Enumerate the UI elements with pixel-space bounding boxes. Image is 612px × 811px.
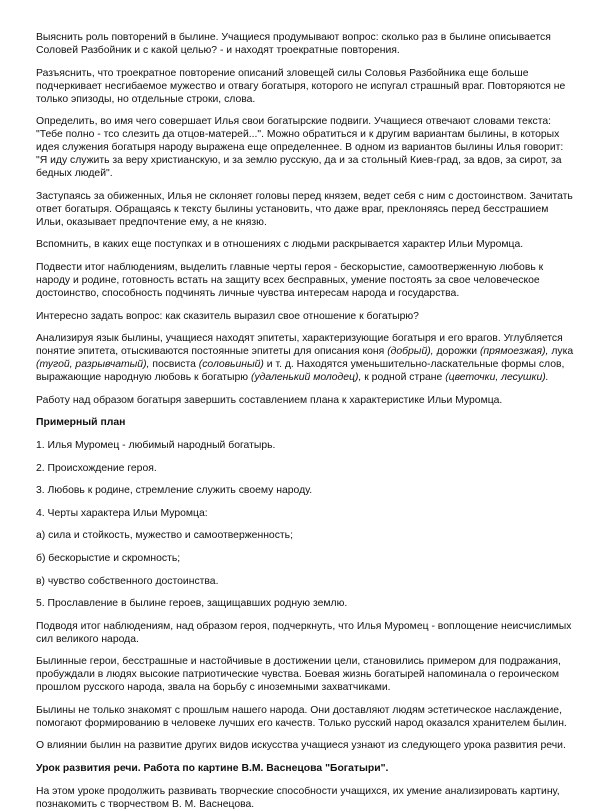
paragraph (36, 394, 576, 407)
paragraph (36, 484, 576, 497)
text-run: к родной стране (361, 372, 446, 384)
text-run: На этом уроке продолжить развивать творческие способности учащихся, их умение анализировать картину, познакомить с творчеством В. М. Васнецова. (36, 785, 560, 810)
text-run: Былинные герои, бесстрашные и настойчивые в достижении цели, становились примером для подражания, пробуждали в людях высокие патриотические чувства. Боевая жизнь богатырей напоминала о героическом прошлом русского народа, звала на борьбу с иноземными захватчиками. (36, 656, 561, 694)
paragraph (36, 575, 576, 588)
text-run: 4. Черты характера Ильи Муромца: (36, 507, 208, 519)
paragraph (36, 261, 576, 300)
text-run: Определить, во имя чего совершает Илья свои богатырские подвиги. Учащиеся отвечают словами текста: "Тебе полно - тсо слезить да отцов-матерей...". Можно обратиться и к другим вариантам былины, в которых идея служения богатыря народу выражена еще определеннее. В одном из вариантов былины Илья говорит: "Я иду служить за веру христианскую, и за землю русскую, да и за стольный Киев-град, за вдов, за сирот, за бедных людей". (36, 116, 564, 180)
paragraph (36, 704, 576, 730)
paragraph (36, 620, 576, 646)
paragraph (36, 31, 576, 57)
text-run: Былины не только знакомят с прошлым нашего народа. Они доставляют людям эстетическое наслаждение, помогают формированию в человеке лучших его качеств. Только русский народ оказался хранителем былин. (36, 704, 567, 729)
text-run: 1. Илья Муромец - любимый народный богатырь. (36, 439, 276, 451)
text-run: Анализируя язык былины, учащиеся находят эпитеты, характеризующие богатыря и его врагов. Углубляется понятие эпитета, отыскиваются постоянные эпитеты для описания коня (36, 333, 563, 358)
text-run: и т. д. Находятся уменьшительно-ласкательные формы слов, выражающие народную любовь к богатырю (36, 359, 565, 384)
paragraph (36, 597, 576, 610)
paragraph (36, 785, 576, 811)
paragraph (36, 238, 576, 251)
italic-text: (цветочки, лесушки). (445, 372, 549, 384)
text-run: 2. Происхождение героя. (36, 462, 157, 474)
paragraph (36, 115, 576, 180)
text-run: О влиянии былин на развитие других видов искусства учащиеся узнают из следующего урока развития речи. (36, 740, 566, 752)
text-run: посвиста (149, 359, 199, 371)
text-run: Заступаясь за обиженных, Илья не склоняет головы перед князем, ведет себя с ним с достоинством. Зачитать ответ богатыря. Обращаясь к тексту былины установить, что даже враг, преклоняясь перед бесстрашием Ильи, оказывает предпочтение ему, а не князю. (36, 190, 573, 228)
text-run: а) сила и стойкость, мужество и самоотверженность; (36, 530, 293, 542)
text-run: 3. Любовь к родине, стремление служить своему народу. (36, 485, 313, 497)
text-run: Интересно задать вопрос: как сказитель выразил свое отношение к богатырю? (36, 310, 419, 322)
italic-text: (прямоезжая), (479, 346, 549, 358)
text-run: Разъяснить, что троекратное повторение описаний зловещей силы Соловья Разбойника еще больше подчеркивает несгибаемое мужество и отвагу богатыря, которого не испугал страшный враг. Повторяются не только эпизоды, но отдельные строки, слова. (36, 67, 566, 105)
italic-text: (удаленький молодец), (250, 372, 362, 384)
paragraph (36, 439, 576, 452)
text-run: Подвести итог наблюдениям, выделить главные черты героя - бескорыстие, самоотверженную любовь к народу и родине, готовность встать на защиту всех бесправных, умение постоять за свое человеческое достоинство, способность подчинять личные чувства интересам народа и государства. (36, 261, 544, 299)
italic-text: (соловьиный) (198, 359, 264, 371)
paragraph (36, 190, 576, 229)
text-run: Выяснить роль повторений в былине. Учащиеся продумывают вопрос: сколько раз в былине описывается Соловей Разбойник и с какой целью? - и находят троекратные повторения. (36, 32, 551, 56)
italic-text: (тугой, разрывчатый), (36, 359, 150, 371)
text-run: лука (548, 346, 574, 358)
text-run: Работу над образом богатыря завершить составлением плана к характеристике Ильи Муромца. (36, 394, 503, 406)
text-run: Вспомнить, в каких еще поступках и в отношениях с людьми раскрывается характер Ильи Муромца. (36, 239, 524, 251)
paragraph (36, 310, 576, 323)
paragraph (36, 529, 576, 542)
text-run: в) чувство собственного достоинства. (36, 575, 219, 587)
paragraph (36, 67, 576, 106)
paragraph (36, 507, 576, 520)
paragraph (36, 655, 576, 694)
text-run: Урок развития речи. Работа по картине В.М. Васнецова "Богатыри". (36, 763, 389, 775)
italic-text: (добрый), (387, 346, 434, 358)
section-heading (36, 762, 576, 775)
text-run: 5. Прославление в былине героев, защищавших родную землю. (36, 598, 348, 610)
paragraph (36, 552, 576, 565)
text-run: Примерный план (36, 417, 126, 429)
text-run: дорожки (433, 346, 480, 358)
text-run: Подводя итог наблюдениям, над образом героя, подчеркнуть, что Илья Муромец - воплощение неисчислимых сил великого народа. (36, 620, 572, 645)
paragraph (36, 739, 576, 752)
text-run: б) бескорыстие и скромность; (36, 552, 181, 564)
paragraph (36, 332, 576, 384)
section-heading (36, 416, 576, 429)
paragraph (36, 462, 576, 475)
